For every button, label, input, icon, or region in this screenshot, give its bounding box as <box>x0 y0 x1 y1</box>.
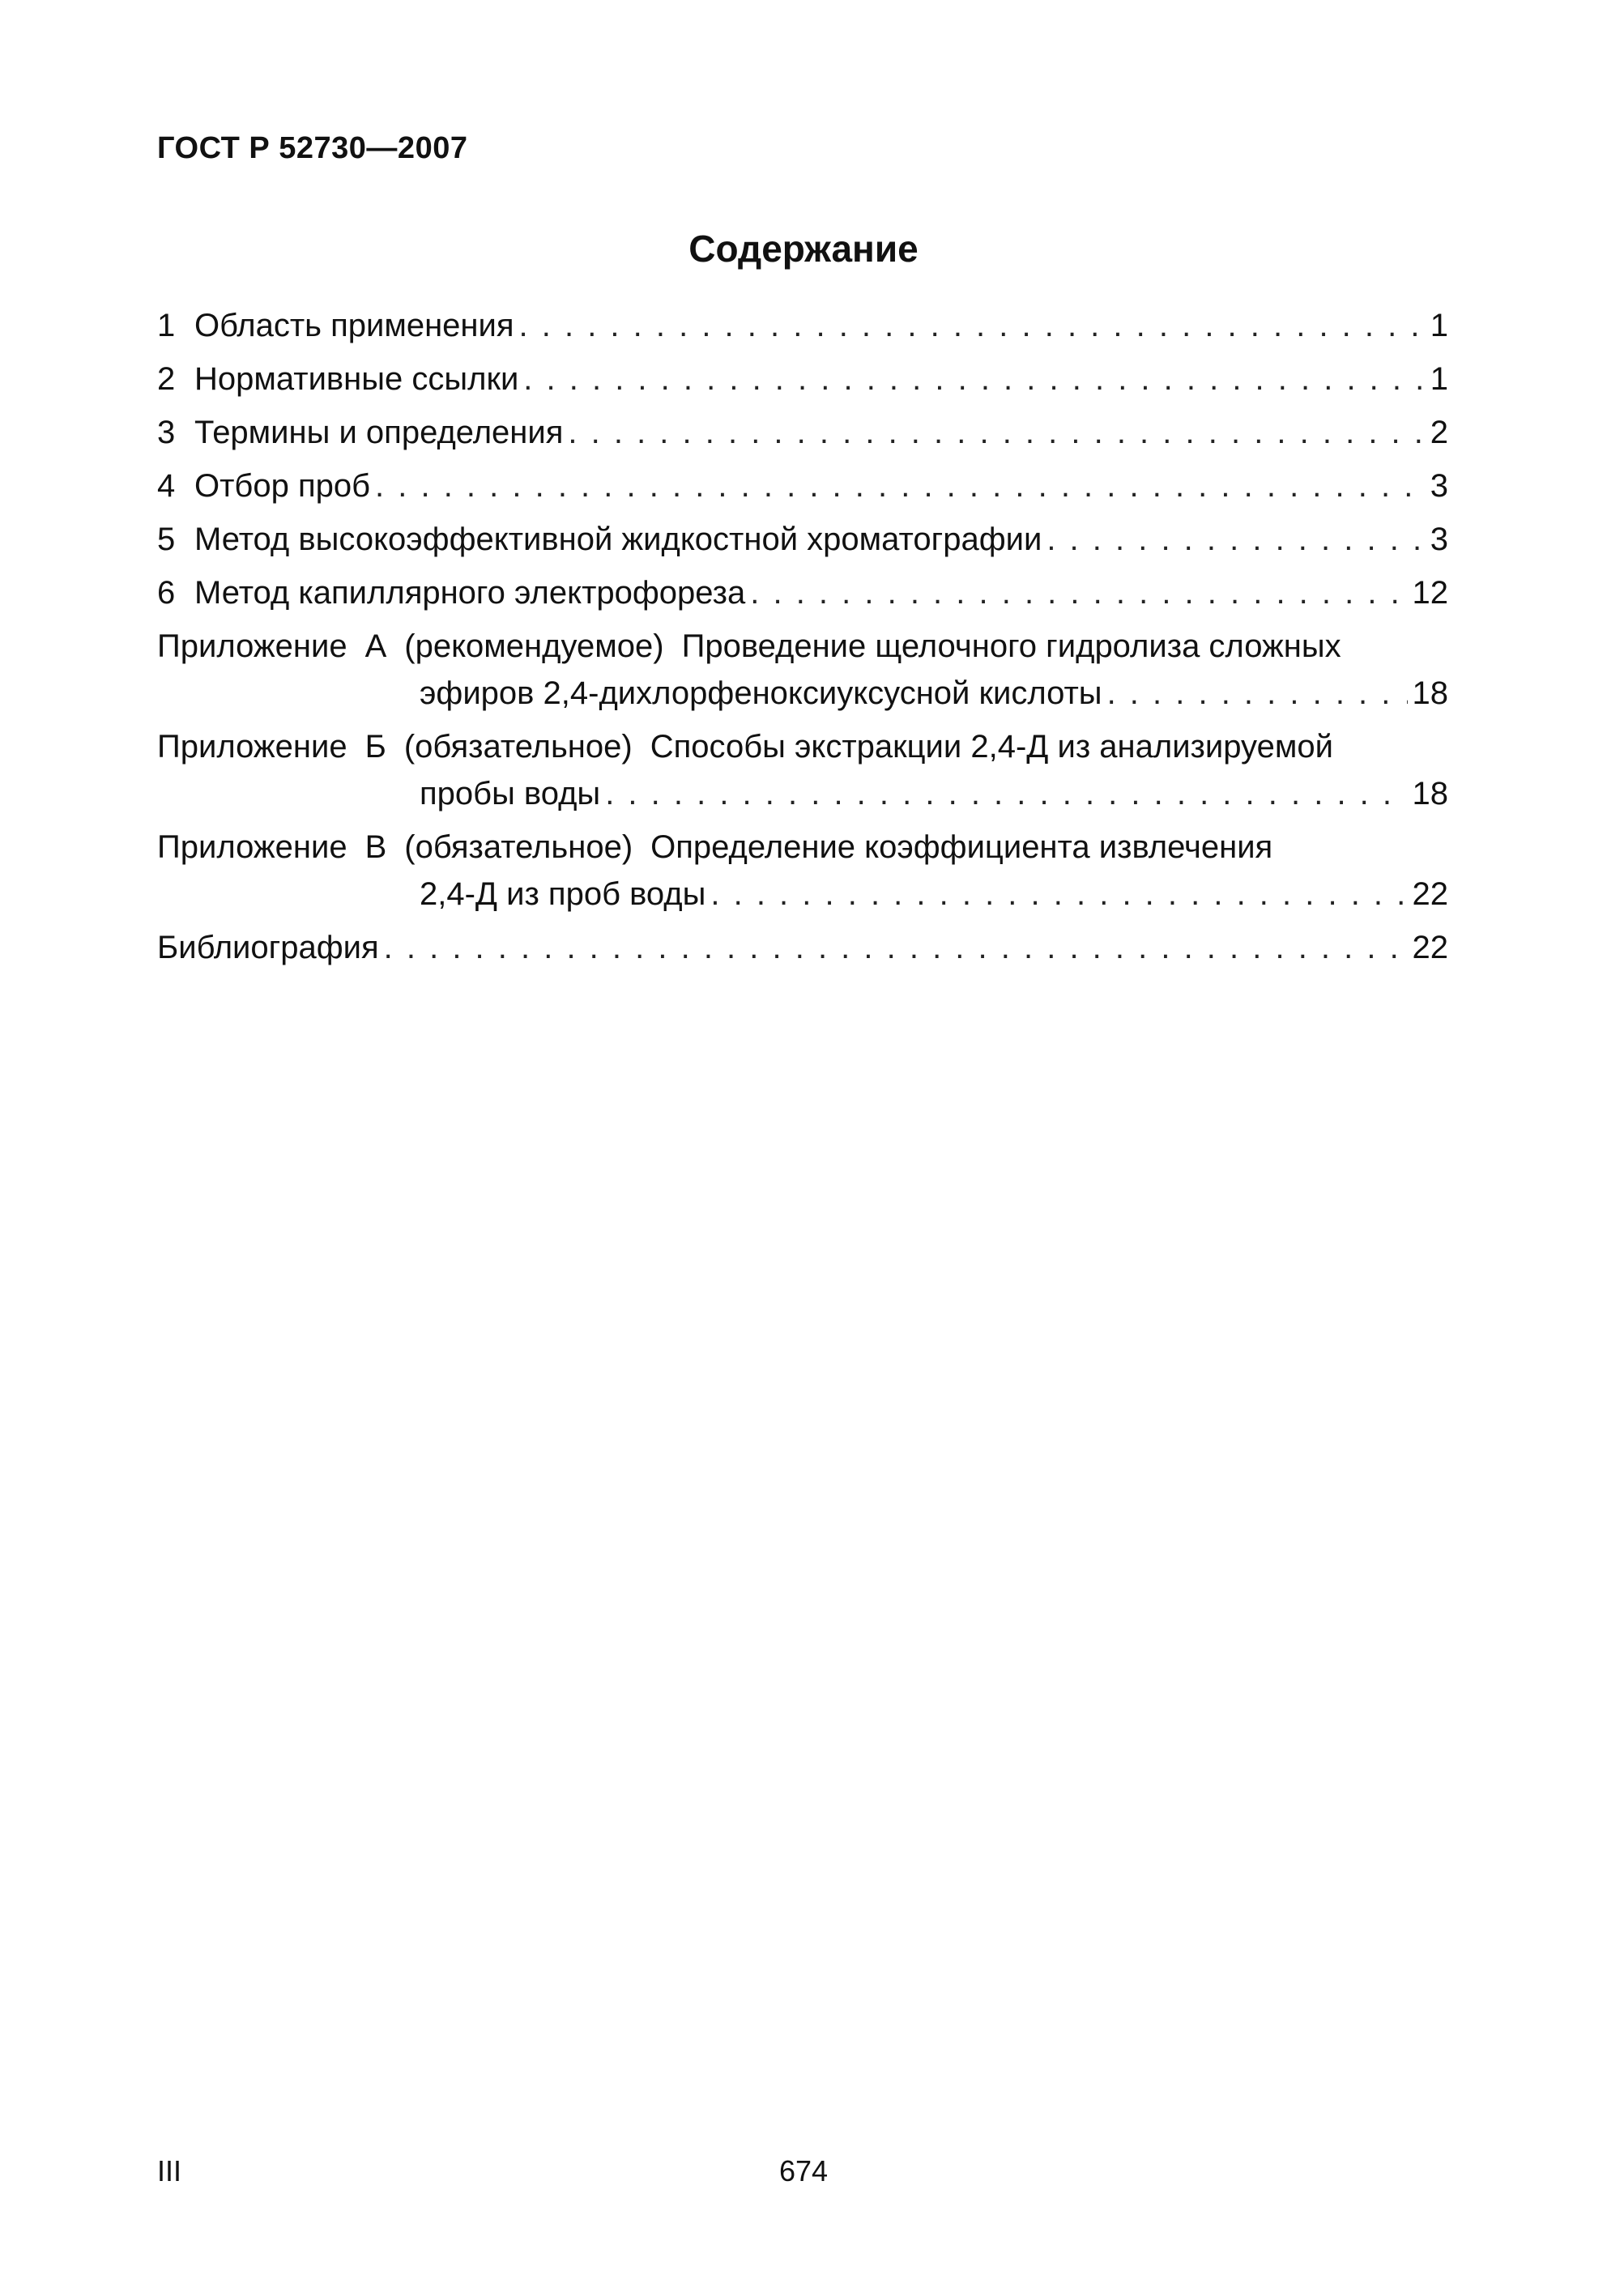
appendix-title-line1: Проведение щелочного гидролиза сложных <box>681 628 1341 664</box>
section-number: 1 <box>157 308 176 343</box>
section-title: Область применения <box>194 308 514 343</box>
appendix-letter: В <box>364 829 387 865</box>
section-title: Отбор проб <box>194 468 371 504</box>
toc-entry-appendix-a[interactable] <box>157 628 1448 729</box>
appendix-title-line1: Способы экстракции 2,4-Д из анализируемой <box>650 729 1333 765</box>
toc-entry-bibliography[interactable] <box>157 930 1448 983</box>
section-title: Метод высокоэффективной жидкостной хроматографии <box>194 522 1042 557</box>
page-number-footer: 674 <box>778 2154 829 2187</box>
toc-entry-5[interactable] <box>157 522 1448 575</box>
page-number: 1 <box>1430 361 1448 397</box>
section-number: 6 <box>157 575 176 611</box>
page-number: 22 <box>1412 876 1448 912</box>
dot-leader <box>519 308 1426 344</box>
page-number: 18 <box>1412 675 1448 711</box>
appendix-title-line2: эфиров 2,4-дихлорфеноксиуксусной кислоты <box>420 675 1102 711</box>
dot-leader <box>568 415 1425 451</box>
appendix-status: (обязательное) <box>403 729 633 765</box>
toc-entry-3[interactable] <box>157 415 1448 468</box>
toc-title: Содержание <box>688 228 919 270</box>
appendix-label: Приложение <box>157 729 347 765</box>
dot-leader <box>384 930 1408 966</box>
appendix-status: (рекомендуемое) <box>404 628 664 664</box>
section-title: Нормативные ссылки <box>194 361 519 397</box>
appendix-label: Приложение <box>157 628 347 664</box>
dot-leader <box>710 876 1407 913</box>
appendix-letter: Б <box>364 729 386 765</box>
dot-leader <box>1046 522 1425 558</box>
page-number: 3 <box>1430 468 1448 504</box>
page-number: 1 <box>1430 308 1448 343</box>
roman-page-number: III <box>157 2154 182 2187</box>
section-number: 5 <box>157 522 176 557</box>
dot-leader <box>375 468 1426 505</box>
page-number: 2 <box>1430 415 1448 450</box>
appendix-status: (обязательное) <box>404 829 633 865</box>
toc-entry-appendix-v[interactable] <box>157 829 1448 930</box>
appendix-title-line2: 2,4-Д из проб воды <box>420 876 706 912</box>
page-number: 22 <box>1412 930 1448 965</box>
page-number: 3 <box>1430 522 1448 557</box>
dot-leader <box>523 361 1425 398</box>
toc-entry-2[interactable] <box>157 361 1448 415</box>
appendix-label: Приложение <box>157 829 347 865</box>
section-number: 4 <box>157 468 176 504</box>
section-number: 3 <box>157 415 176 450</box>
toc-entry-4[interactable] <box>157 468 1448 522</box>
page-number: 12 <box>1412 575 1448 611</box>
section-title: Термины и определения <box>194 415 564 450</box>
table-of-contents <box>157 308 1448 983</box>
section-title: Метод капиллярного электрофореза <box>194 575 746 611</box>
document-code: ГОСТ Р 52730—2007 <box>157 131 468 165</box>
appendix-title-line1: Определение коэффициента извлечения <box>650 829 1273 865</box>
appendix-letter: А <box>364 628 387 664</box>
dot-leader <box>750 575 1407 611</box>
appendix-title-line2: пробы воды <box>420 776 601 811</box>
toc-entry-6[interactable] <box>157 575 1448 628</box>
toc-entry-appendix-b[interactable] <box>157 729 1448 829</box>
toc-entry-1[interactable] <box>157 308 1448 361</box>
dot-leader <box>605 776 1407 812</box>
page-number: 18 <box>1412 776 1448 811</box>
bibliography-title: Библиография <box>157 930 379 965</box>
dot-leader <box>1107 675 1408 712</box>
section-number: 2 <box>157 361 176 397</box>
